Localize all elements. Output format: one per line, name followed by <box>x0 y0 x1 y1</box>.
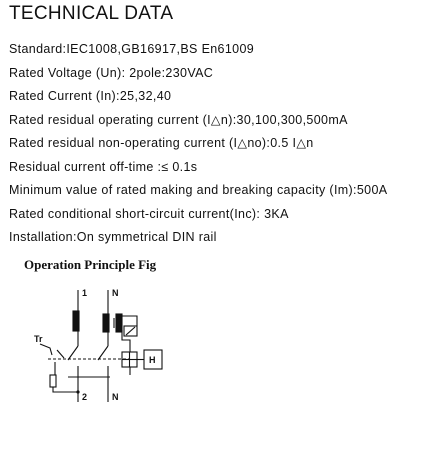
spec-rated-voltage: Rated Voltage (Un): 2pole:230VAC <box>9 65 214 80</box>
junction-dot <box>76 390 79 393</box>
transformer-core <box>116 314 122 332</box>
test-return <box>53 387 78 392</box>
label-terminal-n-bottom: N <box>112 392 119 402</box>
release-coil-diagonal <box>126 327 135 335</box>
secondary-wire-top <box>122 316 137 326</box>
spec-installation: Installation:On symmetrical DIN rail <box>9 230 217 244</box>
spec-short-circuit-current: Rated conditional short-circuit current(Inc): 3KA <box>9 206 289 221</box>
contact-neutral <box>98 346 108 360</box>
spec-off-time: Residual current off-time :≤ 0.1s <box>9 159 198 174</box>
test-contact <box>57 350 64 358</box>
spec-residual-operating-current: Rated residual operating current (I△n):30,100,300,500mA <box>9 112 348 127</box>
spec-rated-current: Rated Current (In):25,32,40 <box>9 89 172 103</box>
spec-breaking-capacity: Minimum value of rated making and breaking capacity (Im):500A <box>9 183 388 197</box>
contact-line-1 <box>68 346 78 360</box>
spec-standard: Standard:IEC1008,GB16917,BS En61009 <box>9 42 255 56</box>
coil-line-1 <box>73 311 79 331</box>
label-terminal-2: 2 <box>82 392 88 402</box>
secondary-wire-bottom <box>122 330 130 352</box>
test-resistor <box>50 375 56 387</box>
label-test-button: Tr <box>34 334 43 344</box>
test-button-lever <box>40 344 52 355</box>
spec-list <box>9 38 387 250</box>
spec-residual-non-operating-current: Rated residual non-operating current (I△no):0.5 I△n <box>9 136 314 150</box>
label-relay-box: H <box>149 355 156 365</box>
label-terminal-n-top: N <box>112 288 119 298</box>
page-title: TECHNICAL DATA <box>9 3 174 24</box>
operation-principle-diagram <box>0 280 200 410</box>
coil-neutral <box>103 314 109 332</box>
figure-title: Operation Principle Fig <box>24 257 157 272</box>
label-terminal-1: 1 <box>82 288 88 298</box>
